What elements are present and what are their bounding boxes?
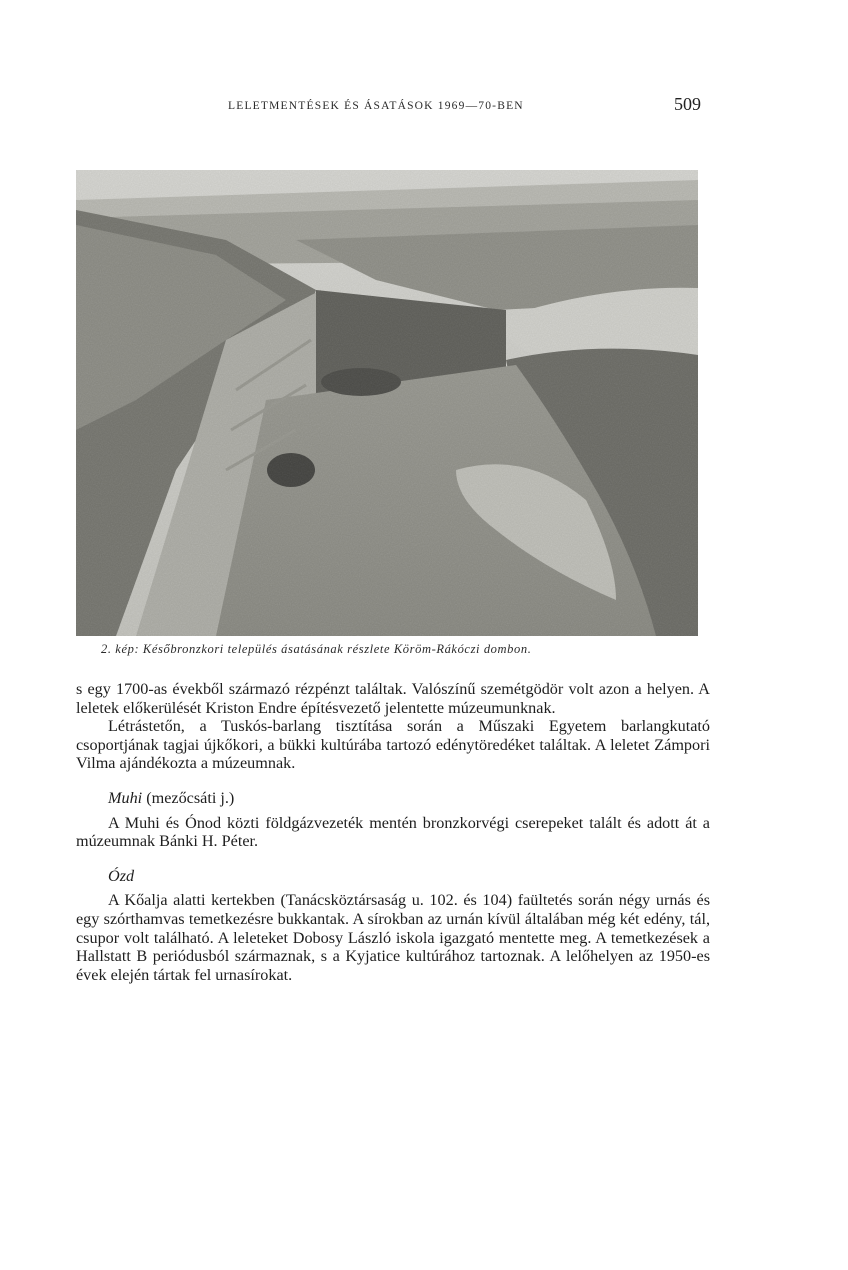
excavation-photo (76, 170, 698, 636)
paragraph: A Muhi és Ónod közti földgázvezeték mentén bronzkorvégi cserepeket talált és adott át a múzeumnak Bánki H. Péter. (76, 813, 710, 851)
page-number: 509 (674, 94, 701, 114)
paragraph: Létrástetőn, a Tuskós-barlang tisztítása során a Műszaki Egyetem barlangkutató csoportjának tagjai újkőkori, a bükki kultúrába tartozó edénytöredéket találtak. A leletet Zámpori Vilma ajándékozta a múzeumnak. (76, 717, 710, 773)
paragraph: A Kőalja alatti kertekben (Tanácsköztársaság u. 102. és 104) faültetés során négy urnás és egy szórthamvas temetkezésre bukkantak. A sírokban az urnán kívül általában még két edény, tál, csupor volt található. A leleteket Dobosy László iskola igazgató mentette meg. A temetkezések a Hallstatt B periódusból származnak, s a Kyjatice kultúrához tartoznak. A lelőhelyen az 1950-es évek elején tártak fel urnasírokat. (76, 891, 710, 984)
heading-place: Muhi (108, 788, 143, 807)
heading-district: (mezőcsáti j.) (146, 788, 235, 807)
running-head: LELETMENTÉSEK ÉS ÁSATÁSOK 1969—70-BEN (228, 100, 524, 112)
photo-caption: 2. kép: Későbronzkori település ásatásának részlete Köröm-Rákóczi dombon. (101, 642, 532, 656)
paragraph: s egy 1700-as évekből származó rézpénzt találtak. Valószínű szemétgödör volt azon a helyen. A leletek előkerülését Kriston Endre építésvezető jelentette múzeumunknak. (76, 680, 710, 717)
section-heading-muhi (108, 789, 710, 808)
body-text (76, 680, 710, 984)
section-heading-ozd (108, 867, 710, 886)
heading-place: Ózd (108, 866, 135, 885)
